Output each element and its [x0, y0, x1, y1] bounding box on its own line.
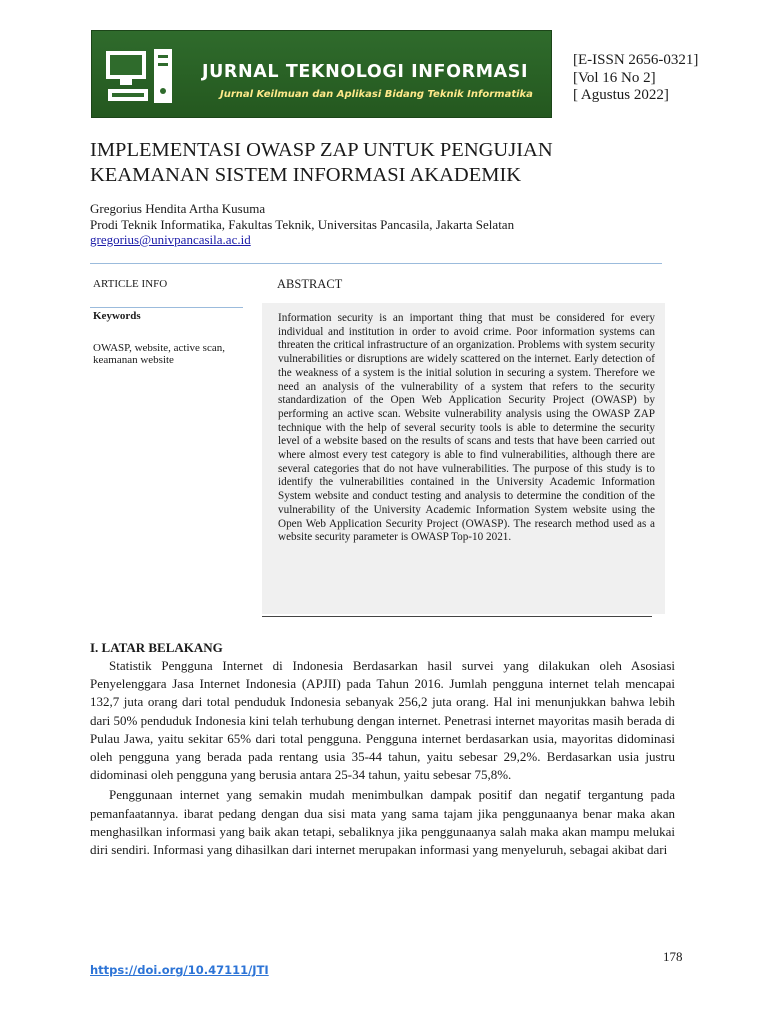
keywords-heading: Keywords — [93, 310, 141, 322]
doi-link[interactable]: https://doi.org/10.47111/JTI — [90, 963, 269, 977]
abstract-text: Information security is an important thing that must be considered for every individual and institution in order to avoid crime. Poor information systems can threaten the critical infrastructure of an organization. Problems with system security vulnerabilities or disruptions are widely scattered on the internet. Early detection of the weakness of a system is the initial solution in securing a system. Therefore we need an analysis of the vulnerability of a system that refers to the security standardization of the Open Web Application Security Project (OWASP) by performing an active scan. Website vulnerability analysis using the OWASP ZAP technique with the help of several security tools is able to determine the security level of a website based on the results of scans and tests that have been carried out where almost every test category is able to find vulnerabilities, although there are several categories that do not have vulnerabilities. The purpose of this study is to identify the vulnerabilities contained in the University Academic Information System website and conduct testing and analysis to determine the condition of the vulnerability of the University Academic Information System website using the Open Web Application Security Project (OWASP). The research method used as a website security parameter is OWASP Top-10 2021. — [278, 312, 655, 544]
abstract-label: ABSTRACT — [277, 277, 343, 291]
journal-meta — [573, 52, 698, 105]
divider — [90, 263, 662, 264]
author-email-link[interactable]: gregorius@univpancasila.ac.id — [90, 232, 251, 247]
divider — [90, 307, 243, 308]
computer-logo-icon — [104, 45, 176, 107]
section-heading: I. LATAR BELAKANG — [90, 640, 223, 655]
volume: [Vol 16 No 2] — [573, 69, 656, 86]
abstract-box — [262, 303, 665, 614]
journal-title: JURNAL TEKNOLOGI INFORMASI — [202, 62, 529, 82]
article-title: IMPLEMENTASI OWASP ZAP UNTUK PENGUJIAN KEAMANAN SISTEM INFORMASI AKADEMIK — [90, 139, 553, 186]
page-number: 178 — [663, 949, 683, 964]
author-name: Gregorius Hendita Artha Kusuma — [90, 201, 266, 216]
publication-date: [ Agustus 2022] — [573, 87, 669, 103]
author-block — [90, 201, 514, 248]
journal-subtitle: Jurnal Keilmuan dan Aplikasi Bidang Teknik Informatika — [220, 89, 533, 100]
author-affiliation: Prodi Teknik Informatika, Fakultas Teknik, Universitas Pancasila, Jakarta Selatan — [90, 216, 515, 232]
journal-banner — [91, 30, 552, 118]
paragraph: Penggunaan internet yang semakin mudah menimbulkan dampak positif dan negatif tergantung pada pemanfaatannya. ibarat pedang dengan dua sisi mata yang sama tajam jika penggunaanya benar maka akan menghasilkan informasi yang baik akan tetapi, sebaliknya jika penggunaanya salah maka akan mampu melukai diri sendiri. Informasi yang dihasilkan dari internet merupakan informasi yang menyeluruh, sebagai akibat dari — [90, 787, 675, 858]
issn: [E-ISSN 2656-0321] — [573, 52, 699, 68]
paragraph: Statistik Pengguna Internet di Indonesia Berdasarkan hasil survei yang dilakukan oleh Asosiasi Penyelenggara Jasa Internet Indonesia (APJII) pada Tahun 2016. Jumlah pengguna internet telah mencapai 132,7 juta orang dari total penduduk Indonesia sebanyak 256,2 juta orang. Hal ini menunjukkan bahwa lebih dari 50% penduduk Indonesia kini telah terhubung dengan internet. Penetrasi internet mayoritas masih berada di Pulau Jawa, yaitu sekitar 65% dari total pengguna. Pengguna internet berdasarkan usia, mayoritas didominasi oleh pengguna yang berada pada rentang usia 35-44 tahun, yaitu sebesar 29,2%. Berdasarkan usia justru didominasi oleh pengguna yang berusia antara 25-34 tahun, yaitu sebesar 75,8%. — [90, 658, 675, 783]
divider — [262, 616, 652, 617]
keywords-list: OWASP, website, active scan, keamanan website — [93, 342, 225, 366]
article-info-label: ARTICLE INFO — [93, 278, 168, 290]
section-body — [90, 657, 675, 861]
